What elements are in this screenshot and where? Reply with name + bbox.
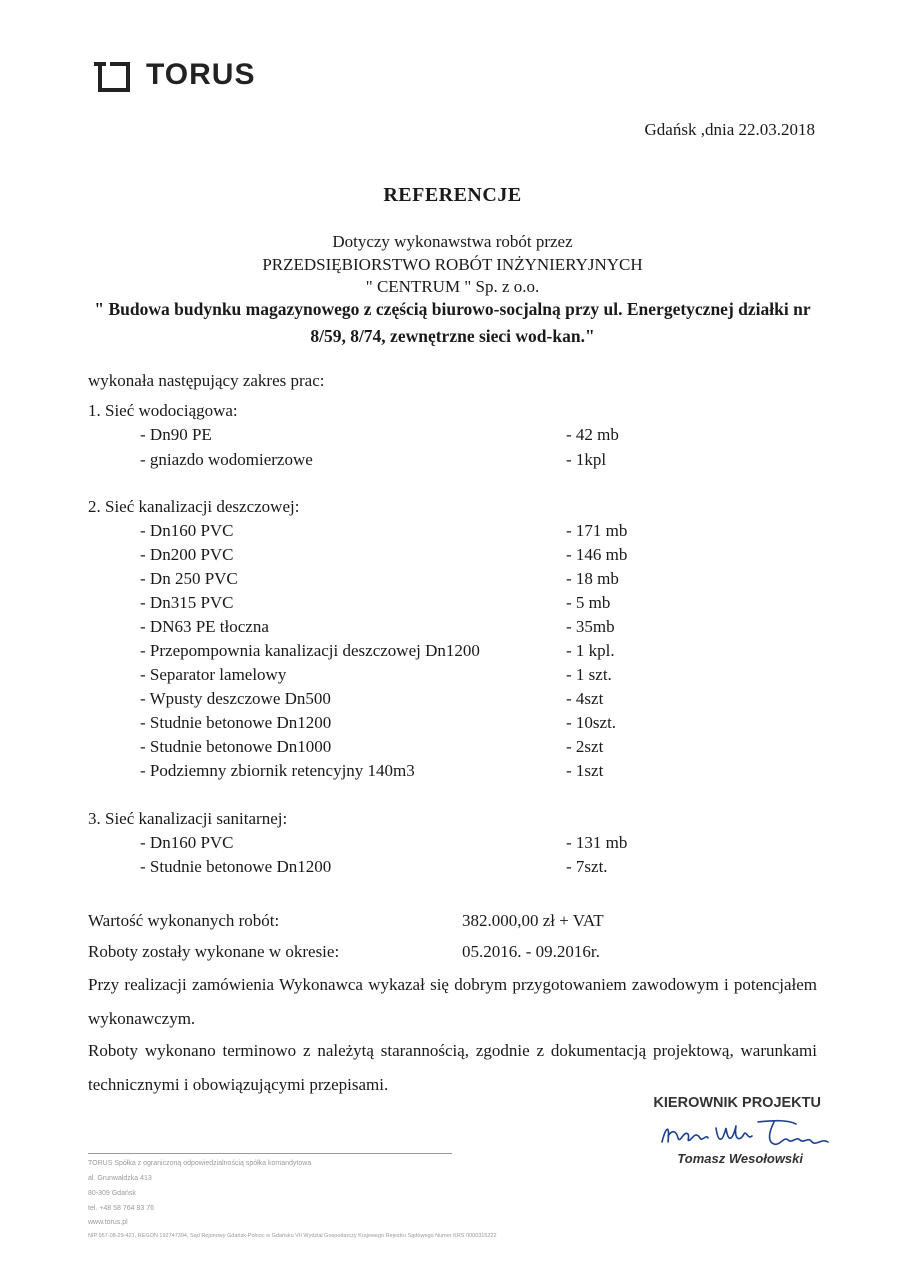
item-value: - 42 mb xyxy=(566,425,619,444)
item-value: - 1 szt. xyxy=(566,665,612,684)
signatory-role: KIEROWNIK PROJEKTU xyxy=(653,1095,821,1111)
period-value: 05.2016. - 09.2016r. xyxy=(462,942,600,961)
intro-line-1: Dotyczy wykonawstwa robót przez xyxy=(332,232,573,251)
period-label: Roboty zostały wykonane w okresie: xyxy=(88,942,340,961)
item-label: - Studnie betonowe Dn1200 xyxy=(140,713,332,732)
item-value: - 146 mb xyxy=(566,545,628,564)
item-value: - 4szt xyxy=(566,689,604,708)
intro-line-2: PRZEDSIĘBIORSTWO ROBÓT INŻYNIERYJNYCH xyxy=(262,255,643,274)
item-value: - 171 mb xyxy=(566,521,628,540)
footer-divider xyxy=(88,1153,452,1154)
document-date: Gdańsk ,dnia 22.03.2018 xyxy=(644,120,815,139)
item-label: - Wpusty deszczowe Dn500 xyxy=(140,689,331,708)
item-value: - 2szt xyxy=(566,737,604,756)
logo-text: TORUS xyxy=(146,58,256,91)
footer-phone: tel. +48 58 764 83 76 xyxy=(88,1205,154,1212)
item-label: - DN63 PE tłoczna xyxy=(140,617,269,636)
item-value: - 5 mb xyxy=(566,593,611,612)
section-heading: 2. Sieć kanalizacji deszczowej: xyxy=(88,497,300,516)
item-label: - Dn160 PVC xyxy=(140,521,234,540)
footer-street: al. Grunwaldzka 413 xyxy=(88,1175,152,1182)
item-label: - Dn90 PE xyxy=(140,425,212,444)
item-value: - 35mb xyxy=(566,617,615,636)
footer-registry: NIP 957-08-29-421, REGON 192747394, Sąd Rejonowy Gdańsk-Północ w Gdańsku VII Wydział Gospodarczy Krajowego Rejestru Sądowego Numer KRS 0000315222 xyxy=(88,1233,497,1239)
project-name: " Budowa budynku magazynowego z częścią biurowo-socjalną przy ul. Energetycznej działki nr 8/59, 8/74, zewnętrzne sieci wod-kan." xyxy=(94,299,811,346)
item-value: - 1 kpl. xyxy=(566,641,615,660)
item-label: - Studnie betonowe Dn1200 xyxy=(140,857,332,876)
item-value: - 1kpl xyxy=(566,450,607,469)
footer-company: TORUS Spółka z ograniczoną odpowiedzialnością spółka komandytowa xyxy=(88,1160,312,1167)
paragraph-timeliness: Roboty wykonano terminowo z należytą starannością, zgodnie z dokumentacją projektową, warunkami technicznymi i obowiązującymi przepisami. xyxy=(88,1041,817,1094)
item-label: - Dn200 PVC xyxy=(140,545,234,564)
handwritten-signature xyxy=(656,1112,836,1156)
signatory-name: Tomasz Wesołowski xyxy=(677,1151,803,1166)
item-label: - Studnie betonowe Dn1000 xyxy=(140,737,332,756)
item-label: - gniazdo wodomierzowe xyxy=(140,450,313,469)
item-value: - 7szt. xyxy=(566,857,608,876)
item-label: - Dn 250 PVC xyxy=(140,569,238,588)
item-value: - 131 mb xyxy=(566,833,628,852)
torus-logo-icon xyxy=(92,60,132,94)
value-label: Wartość wykonanych robót: xyxy=(88,911,280,930)
document-title: REFERENCJE xyxy=(383,184,522,206)
scope-intro: wykonała następujący zakres prac: xyxy=(88,371,325,390)
section-heading: 3. Sieć kanalizacji sanitarnej: xyxy=(88,809,288,828)
item-label: - Przepompownia kanalizacji deszczowej Dn1200 xyxy=(140,641,480,660)
section-heading: 1. Sieć wodociągowa: xyxy=(88,401,238,420)
intro-line-3: " CENTRUM " Sp. z o.o. xyxy=(365,277,540,296)
item-label: - Dn160 PVC xyxy=(140,833,234,852)
footer-city: 80-309 Gdańsk xyxy=(88,1190,136,1197)
item-value: - 1szt xyxy=(566,761,604,780)
footer-website: www.torus.pl xyxy=(88,1219,128,1226)
item-value: - 18 mb xyxy=(566,569,619,588)
item-label: - Separator lamelowy xyxy=(140,665,287,684)
value-amount: 382.000,00 zł + VAT xyxy=(462,911,604,930)
item-label: - Dn315 PVC xyxy=(140,593,234,612)
item-value: - 10szt. xyxy=(566,713,617,732)
paragraph-qualification: Przy realizacji zamówienia Wykonawca wykazał się dobrym przygotowaniem zawodowym i potencjałem wykonawczym. xyxy=(88,975,817,1028)
item-label: - Podziemny zbiornik retencyjny 140m3 xyxy=(140,761,415,780)
